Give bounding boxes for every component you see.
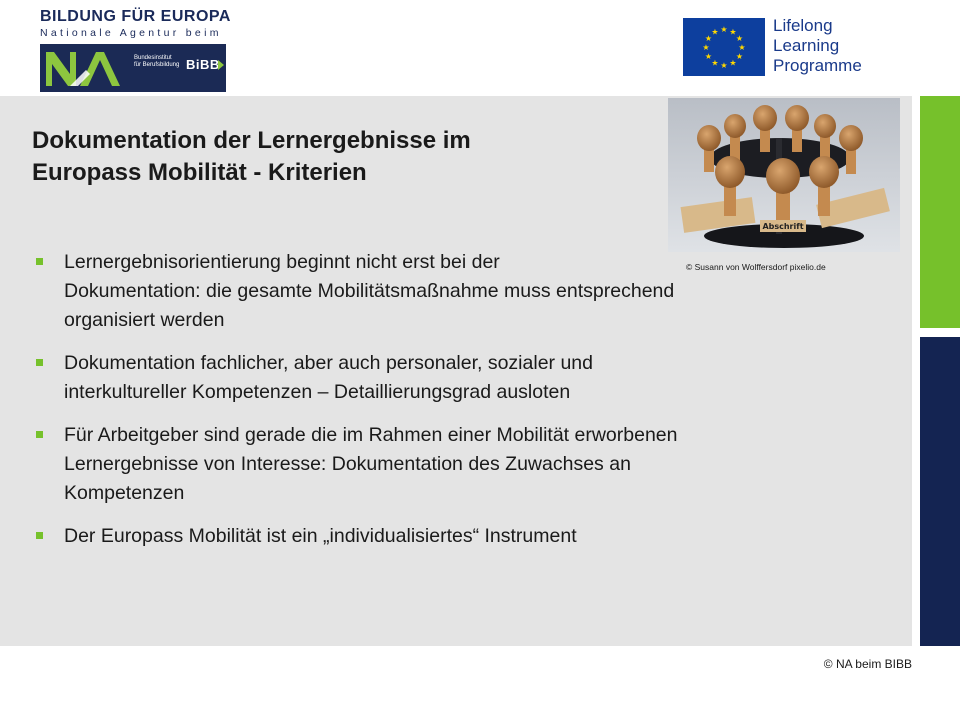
bullet-list — [36, 248, 856, 565]
bullet-square-icon — [36, 258, 43, 265]
stamps-illustration — [668, 98, 900, 252]
brand-title: BILDUNG FÜR EUROPA — [40, 8, 231, 25]
bullet-square-icon — [36, 359, 43, 366]
eu-flag-icon — [683, 18, 765, 76]
side-bar-navy — [920, 337, 960, 646]
svg-text:★: ★ — [735, 52, 744, 61]
svg-text:★: ★ — [702, 43, 710, 52]
na-logo-icon — [44, 48, 124, 88]
svg-text:★: ★ — [729, 27, 737, 37]
stamp-label: Abschrift — [762, 222, 804, 231]
footer-copyright: © NA beim BIBB — [823, 657, 912, 671]
svg-text:★: ★ — [711, 58, 719, 68]
svg-text:★: ★ — [711, 27, 719, 37]
arrow-icon — [218, 60, 224, 70]
brand-subtitle: Nationale Agentur beim — [40, 27, 222, 39]
bullet-square-icon — [36, 532, 43, 539]
photo-caption: © Susann von Wolffersdorf pixelio.de — [686, 262, 826, 272]
svg-text:★: ★ — [720, 61, 728, 70]
svg-text:★: ★ — [704, 52, 713, 61]
lifelong-learning-logo — [683, 16, 883, 80]
bullet-square-icon — [36, 431, 43, 438]
list-item: Lernergebnisorientierung beginnt nicht erst bei der Dokumentation: die gesamte Mobilitätsmaßnahme muss entsprechend organisiert werden — [36, 248, 826, 335]
slide-title: Dokumentation der Lernergebnisse im Europass Mobilität - Kriterien — [32, 127, 471, 186]
llp-text: Lifelong Learning Programme — [773, 16, 862, 75]
svg-text:★: ★ — [735, 34, 744, 43]
bibb-name-text: Bundesinstitut für Berufsbildung — [134, 55, 180, 68]
bibb-label: BiBB — [186, 57, 220, 72]
svg-text:★: ★ — [729, 58, 737, 68]
side-bar-green — [920, 96, 960, 328]
svg-text:★: ★ — [720, 25, 728, 34]
list-item: Für Arbeitgeber sind gerade die im Rahmen einer Mobilität erworbenen Lernergebnisse von Interesse: Dokumentation des Zuwachses an Kompetenzen — [36, 421, 856, 508]
stamps-photo — [668, 98, 900, 252]
list-item: Der Europass Mobilität ist ein „individualisiertes“ Instrument — [36, 522, 856, 551]
svg-text:★: ★ — [704, 34, 713, 43]
na-bibb-logo — [40, 44, 226, 92]
bildung-fuer-europa-logo — [40, 8, 230, 90]
list-item: Dokumentation fachlicher, aber auch personaler, sozialer und interkultureller Kompetenzen – Detaillierungsgrad ausloten — [36, 349, 856, 407]
svg-text:★: ★ — [738, 43, 746, 52]
